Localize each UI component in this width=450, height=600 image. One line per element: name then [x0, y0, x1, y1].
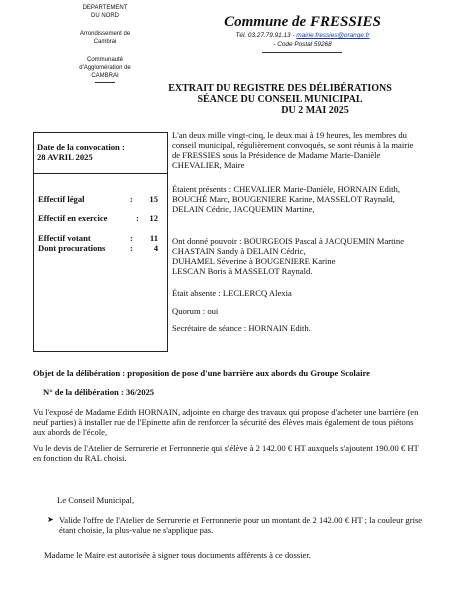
arrow-bullet-icon: ➤ [47, 515, 54, 524]
colon: : [130, 243, 133, 253]
contact-separator: - [290, 32, 297, 39]
paragraph-expose: Vu l'exposé de Madame Edith HORNAIN, adjointe en charge des travaux qui propose d'acheter une barrière (en neuf parties) à installer rue de l'Epinette afin de renforcer la sécurité des élèves mais également de tous piétons aux abords de l'école, [33, 407, 419, 437]
session-intro: L'an deux mille vingt-cinq, le deux mai à 19 heures, les membres du conseil municipal, régulièrement convoqués, se sont réunis à la mairie de FRESSIES sous la Présidence de Madame Marie-Danièle CHEVALIER, Maire [172, 130, 414, 170]
effectif-votant-value: 11 [149, 233, 158, 243]
summary-box-divider [33, 173, 167, 174]
effectif-votant-label: Effectif votant [38, 233, 91, 243]
members-present: Étaient présents : CHEVALIER Marie-Danièle, HORNAIN Edith, BOUCHÉ Marc, BOUGENIERE Karine, MASSELOT Raynald, DELAIN Cédric, JACQUEMIN Martine, [172, 184, 401, 214]
paragraph-devis: Vu le devis de l'Atelier de Serrurerie et Ferronnerie qui s'élève à 2 142.00 € HT auxquels s'ajoutent 190.00 € HT en fonction du RAL choisi. [33, 443, 419, 463]
contact-rule [262, 52, 342, 53]
document-title [135, 83, 425, 116]
header-left-rule [95, 82, 115, 83]
quorum: Quorum : oui [172, 306, 219, 316]
convocation-label: Date de la convocation : [37, 142, 125, 152]
department-line2: DU NORD [91, 13, 119, 19]
proxy-line3: DUHAMEL Séverine à BOUGENIERE Karine [172, 256, 336, 266]
convocation-date: 28 AVRIL 2025 [37, 152, 93, 162]
effectif-exercice-label: Effectif en exercice [38, 213, 108, 223]
procurations-label: Dont procurations [38, 243, 106, 253]
telephone: Tél. 03.27.79.91.13 [235, 32, 291, 39]
postal-code: - Code Postal 59268 [273, 41, 332, 48]
deliberation-subject: Objet de la délibération : proposition de pose d'une barrière aux abords du Groupe Scolaire [33, 368, 370, 378]
communaute-line1: Communauté [86, 57, 124, 63]
procurations-value: 4 [153, 243, 158, 253]
title-line2: SÉANCE DU CONSEIL MUNICIPAL [197, 94, 363, 105]
convocation-block [37, 142, 165, 162]
email-link[interactable]: mairie.fressies@orange.fr [296, 32, 370, 39]
absent-member: Était absente : LECLERCQ Alexia [172, 288, 292, 298]
effectif-legal-row [38, 194, 163, 204]
procurations-row [38, 243, 163, 253]
contact-line [190, 32, 415, 39]
effectif-votant-row [38, 233, 163, 243]
effectif-legal-label: Effectif légal [38, 194, 85, 204]
proxy-line2: CHASTAIN Sandy à DELAIN Cédric, [172, 246, 306, 256]
effectif-legal-value: 15 [149, 194, 158, 204]
colon: : [136, 213, 139, 223]
effectif-exercice-value: 12 [149, 213, 158, 223]
effectif-exercice-row [38, 213, 163, 223]
colon: : [130, 194, 133, 204]
deliberation-number: N° de la délibération : 36/2025 [43, 387, 155, 397]
arrondissement-line2: Cambrai [93, 39, 117, 45]
communaute-line2: d'Agglomération de [79, 65, 131, 71]
mayor-authorization: Madame le Maire est autorisée à signer tous documents afférents à ce dossier. [44, 550, 311, 560]
session-secretary: Secrétaire de séance : HORNAIN Edith. [172, 323, 311, 333]
header-left [30, 4, 180, 83]
proxy-line4: LESCAN Boris à MASSELOT Raynald. [172, 266, 313, 276]
commune-title: Commune de FRESSIES [224, 14, 381, 30]
title-line3: DU 2 MAI 2025 [281, 105, 349, 116]
department-line1: DEPARTEMENT [82, 5, 128, 11]
proxies [172, 236, 422, 276]
communaute-line3: CAMBRAI [91, 73, 119, 79]
title-line1: EXTRAIT DU REGISTRE DES DÉLIBÉRATIONS [168, 83, 392, 94]
conseil-municipal-label: Le Conseil Municipal, [57, 495, 135, 505]
colon: : [130, 233, 133, 243]
arrondissement-line1: Arrondissement de [79, 31, 131, 37]
proxy-line1: Ont donné pouvoir : BOURGEOIS Pascal à JACQUEMIN Martine [172, 236, 405, 246]
decision-text: Valide l'offre de l'Atelier de Serrurerie et Ferronnerie pour un montant de 2 142.00 € HT ; la couleur grise étant choisie, la plus-value ne s'applique pas. [59, 515, 423, 535]
